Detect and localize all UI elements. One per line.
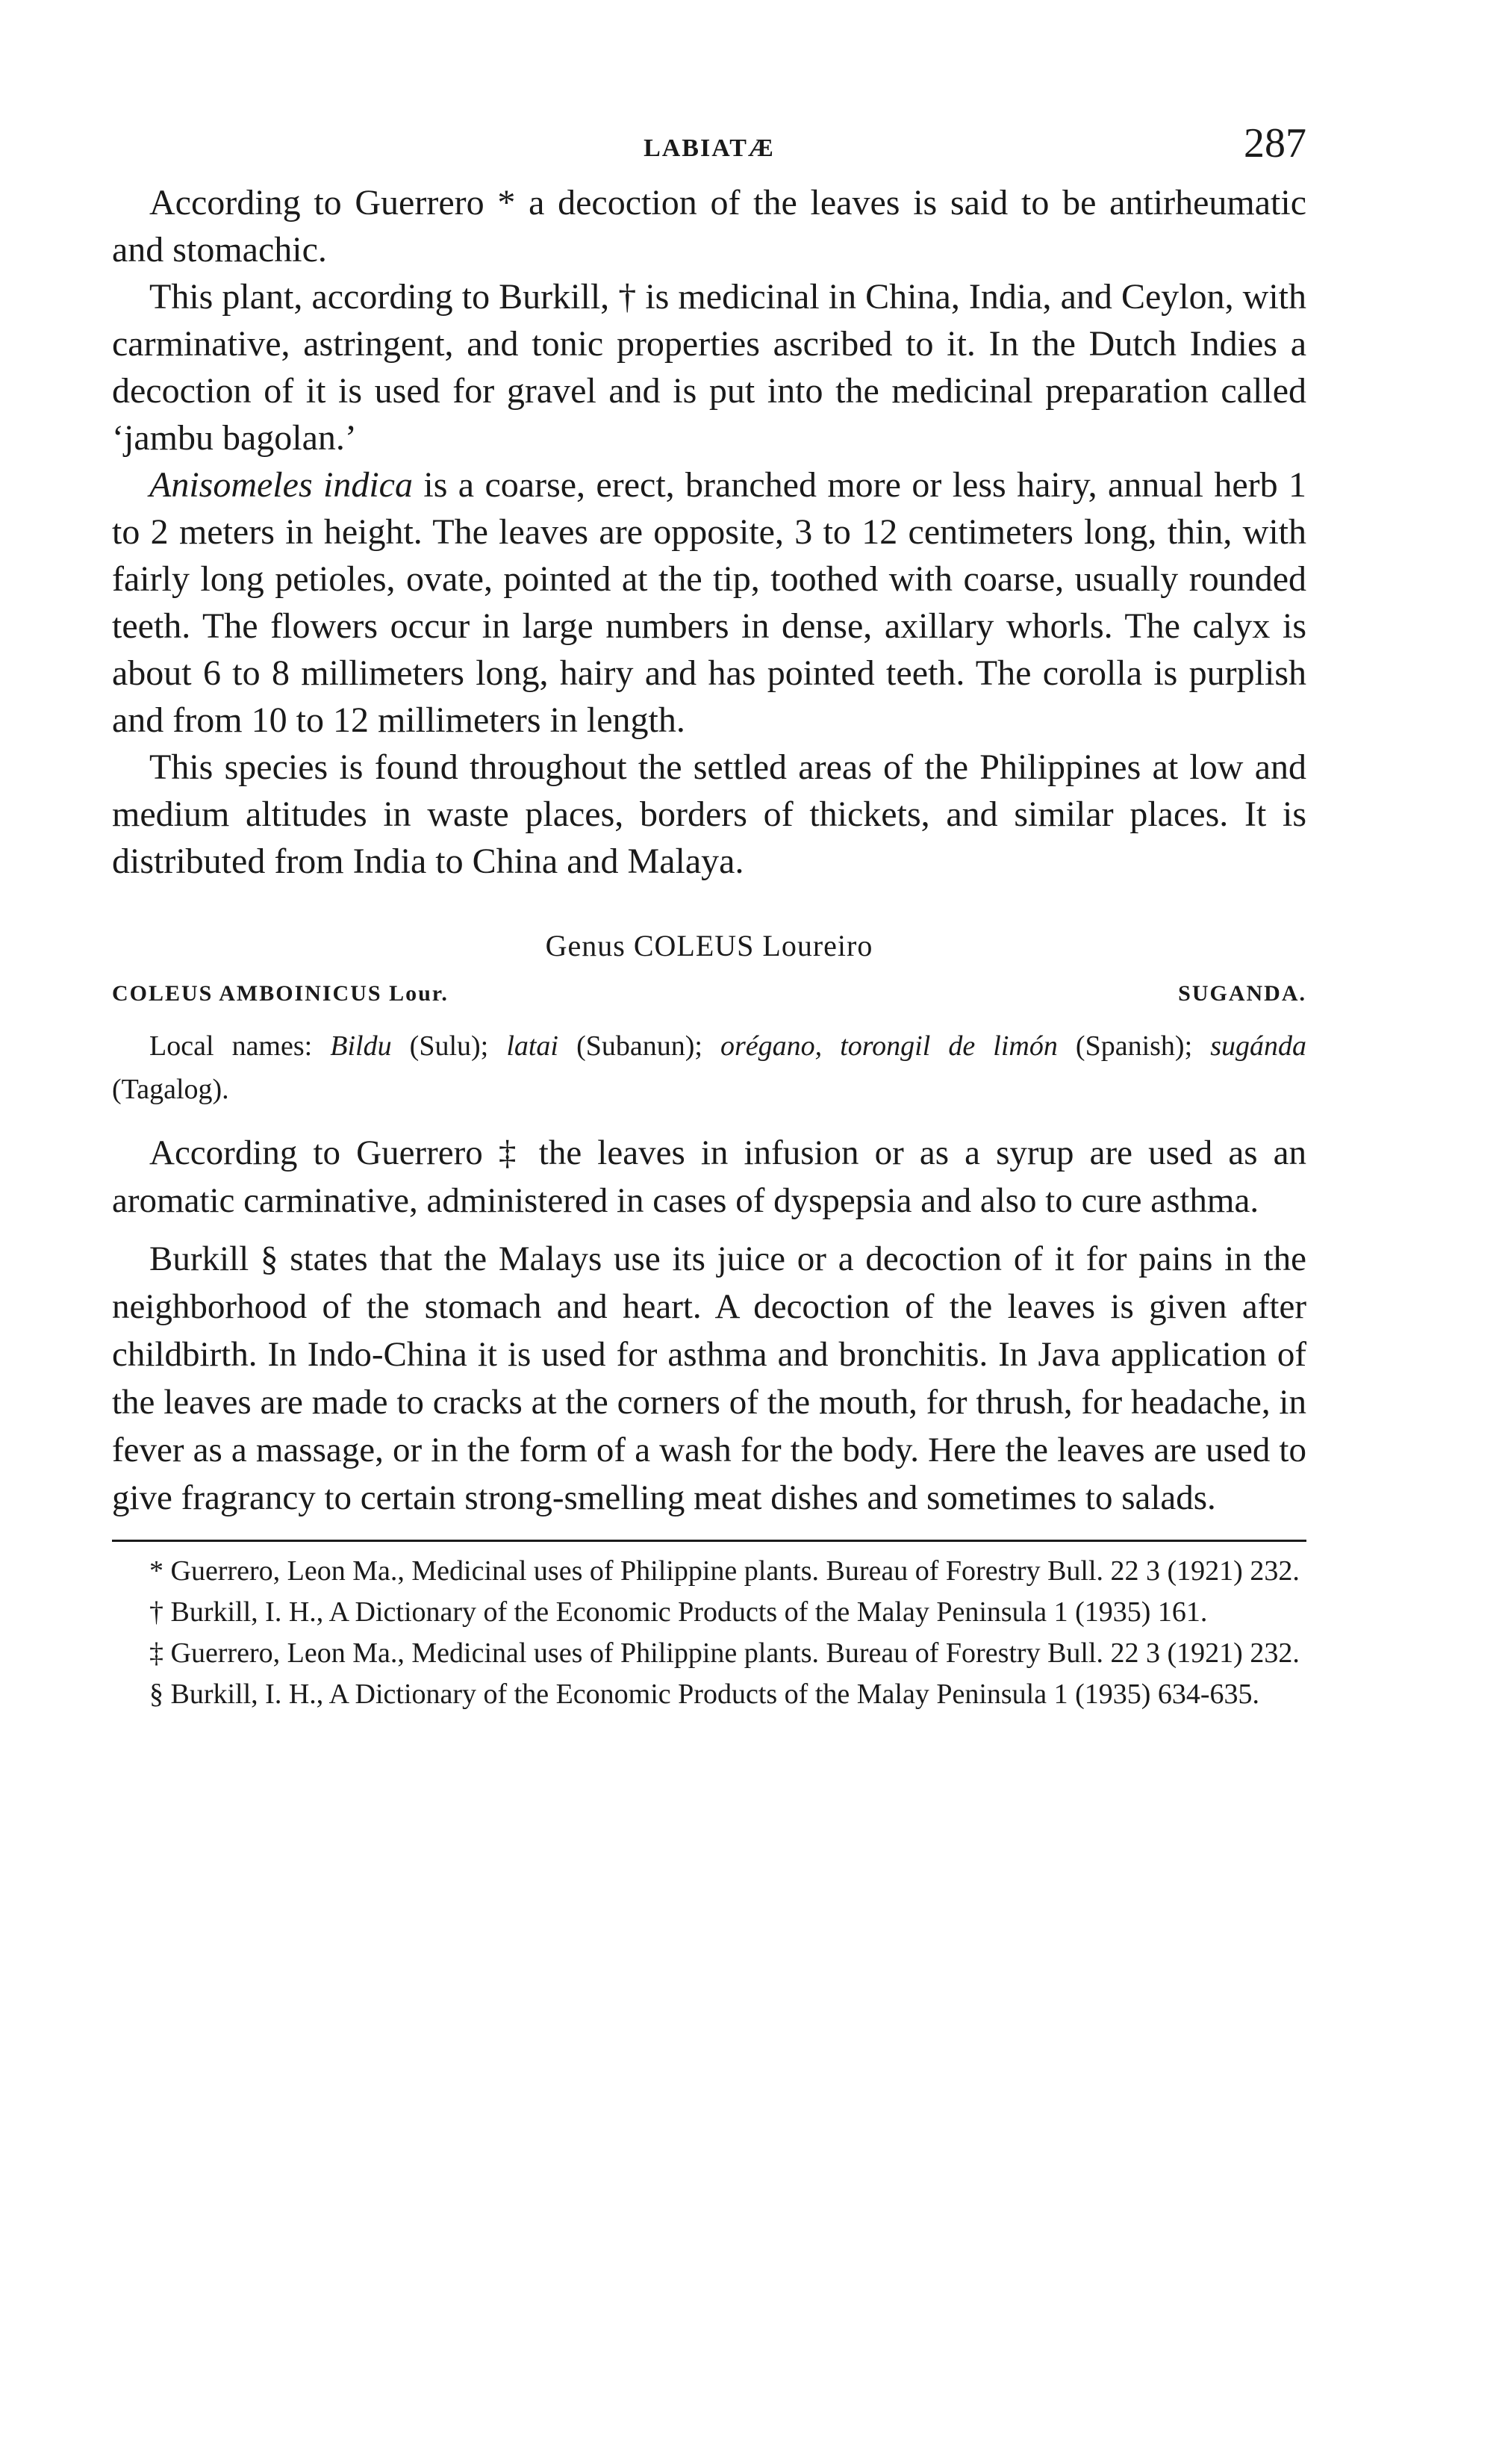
species-heading (112, 981, 1306, 1007)
local-name-tagalog: sugánda (1210, 1030, 1307, 1062)
page-number: 287 (1244, 120, 1306, 167)
paragraph-guerrero-decoction: According to Guerrero * a decoction of the leaves is said to be antirheumatic and stomachic. (112, 183, 1306, 270)
local-names-label: Local names: (149, 1030, 331, 1062)
local-names (112, 1024, 1306, 1111)
paragraph-distribution: This species is found throughout the settled areas of the Philippines at low and medium altitudes in waste places, borders of thickets, and similar places. It is distributed from India to China and Malaya. (112, 747, 1306, 881)
footnote-asterisk: * Guerrero, Leon Ma., Medicinal uses of Philippine plants. Bureau of Forestry Bull. 22 3 (1921) 232. (149, 1555, 1300, 1587)
book-page (112, 119, 1306, 1715)
species-common-name: SUGANDA. (1178, 981, 1306, 1006)
language-subanun: (Subanun); (558, 1030, 721, 1062)
language-spanish: (Spanish); (1057, 1030, 1211, 1062)
footnote-dagger: † Burkill, I. H., A Dictionary of the Economic Products of the Malay Peninsula 1 (1935) 161. (149, 1596, 1208, 1628)
paragraph-guerrero-infusion: According to Guerrero ‡ the leaves in infusion or as a syrup are used as an aromatic carminative, administered in cases of dyspepsia and also to cure asthma. (112, 1133, 1306, 1220)
species-name: Anisomeles indica (149, 465, 413, 505)
species-scientific-name: COLEUS AMBOINICUS Lour. (112, 981, 449, 1006)
language-sulu: (Sulu); (391, 1030, 507, 1062)
running-head: LABIATÆ (644, 134, 775, 162)
page-header (112, 119, 1306, 179)
local-name-sulu: Bildu (330, 1030, 392, 1062)
footnote-section: § Burkill, I. H., A Dictionary of the Economic Products of the Malay Peninsula 1 (1935) 634-635. (149, 1679, 1260, 1710)
paragraph-burkill-malays: Burkill § states that the Malays use its juice or a decoction of it for pains in the neighborhood of the stomach and heart. A decoction of the leaves is given after childbirth. In Indo-China it is used for asthma and bronchitis. In Java application of the leaves are made to cracks at the corners of the mouth, for thrush, for headache, in fever as a massage, or in the form of a wash for the body. Here the leaves are used to give fragrancy to certain strong-smelling meat dishes and sometimes to salads. (112, 1239, 1306, 1517)
genus-heading: Genus COLEUS Loureiro (545, 929, 873, 962)
paragraph-burkill-medicinal: This plant, according to Burkill, † is medicinal in China, India, and Ceylon, with carminative, astringent, and tonic properties ascribed to it. In the Dutch Indies a decoction of it is used for gravel and is put into the medicinal preparation called ‘jambu bagolan.’ (112, 277, 1306, 458)
local-name-spanish: orégano, torongil de limón (720, 1030, 1058, 1062)
footnote-divider (112, 1540, 1306, 1542)
language-tagalog: (Tagalog). (112, 1074, 229, 1105)
description-text: is a coarse, erect, branched more or less hairy, annual herb 1 to 2 meters in height. The leaves are opposite, 3 to 12 centimeters long, thin, with fairly long petioles, ovate, pointed at the tip, toothed with coarse, usually rounded teeth. The flowers occur in large numbers in dense, axillary whorls. The calyx is about 6 to 8 millimeters long, hairy and has pointed teeth. The corolla is purplish and from 10 to 12 millimeters in length. (112, 465, 1306, 740)
local-name-subanun: latai (506, 1030, 558, 1062)
footnote-double-dagger: ‡ Guerrero, Leon Ma., Medicinal uses of Philippine plants. Bureau of Forestry Bull. 22 3 (1921) 232. (149, 1637, 1300, 1669)
paragraph-species-description (112, 461, 1306, 744)
